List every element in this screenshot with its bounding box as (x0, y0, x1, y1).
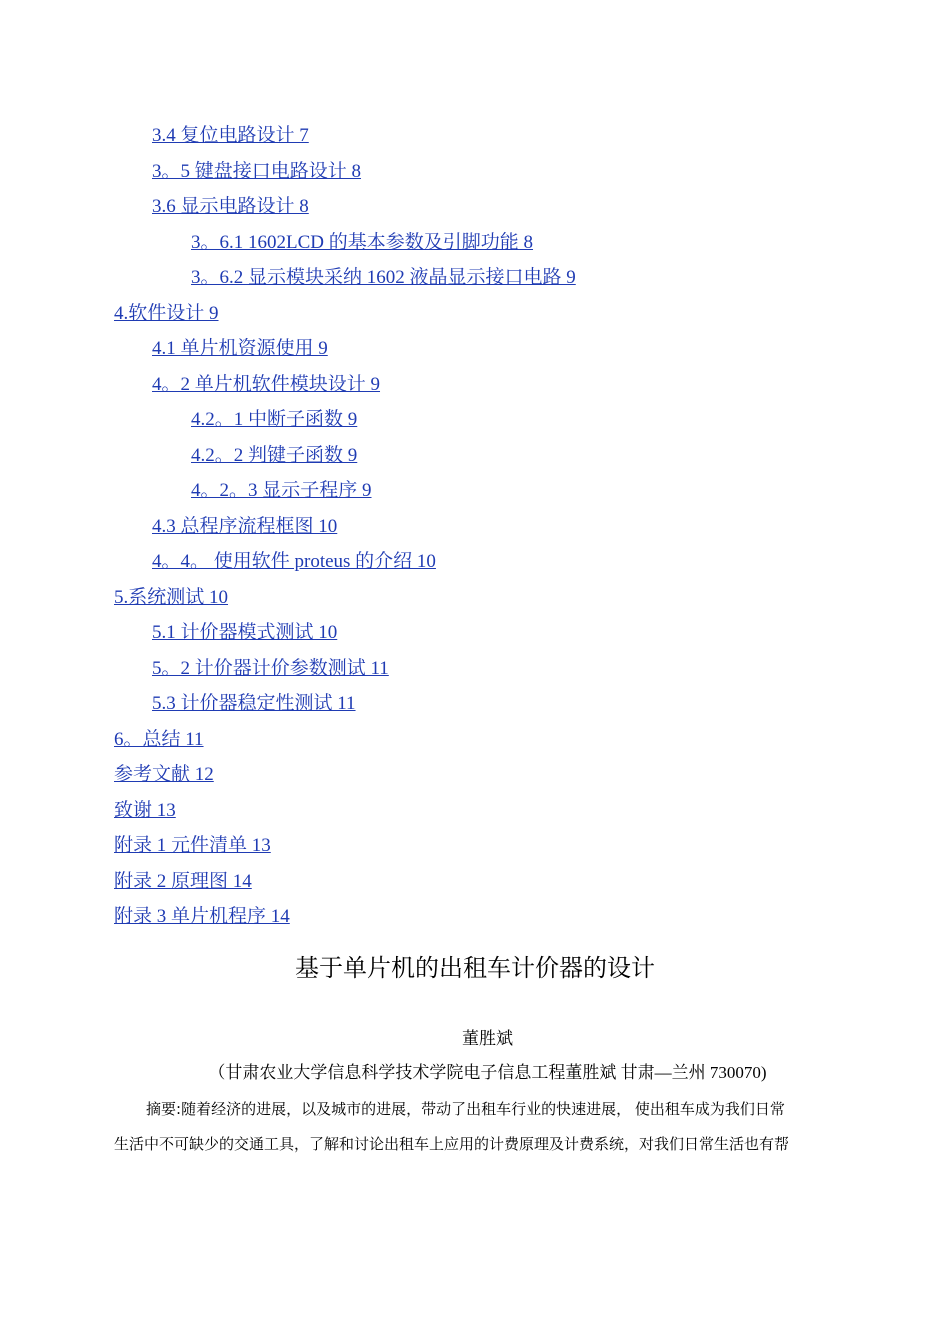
abstract-text-1: 随着经济的进展，以及城市的进展，带动了出租车行业的快速进展， 使出租车成为我们日常 (181, 1102, 785, 1118)
toc-entry[interactable]: 附录 2 原理图 14 (114, 870, 252, 892)
toc-entry[interactable]: 4.软件设计 9 (114, 302, 219, 324)
toc-entry[interactable]: 6。总结 11 (114, 728, 204, 750)
abstract-label: 摘要: (146, 1100, 182, 1118)
toc-entry[interactable]: 3.6 显示电路设计 8 (152, 196, 309, 217)
toc-entry[interactable]: 5.1 计价器模式测试 10 (152, 622, 338, 643)
toc-entry[interactable]: 4.3 总程序流程框图 10 (152, 515, 338, 537)
toc-entry[interactable]: 附录 1 元件清单 13 (114, 835, 271, 856)
toc-entry[interactable]: 4.2。2 判键子函数 9 (191, 444, 358, 466)
toc-entry[interactable]: 4。2。3 显示子程序 9 (191, 480, 372, 501)
abstract-line-2: 生活中不可缺少的交通工具，了解和讨论出租车上应用的计费原理及计费系统，对我们日常生活也有帮 (114, 1137, 790, 1153)
toc-entry[interactable]: 致谢 13 (114, 799, 176, 821)
toc-entry[interactable]: 5。2 计价器计价参数测试 11 (152, 657, 389, 679)
abstract-line-1 (114, 1098, 856, 1121)
toc-entry[interactable]: 3。6.1 1602LCD 的基本参数及引脚功能 8 (191, 231, 534, 253)
toc-entry[interactable]: 3.4 复位电路设计 7 (152, 125, 309, 146)
toc-entry[interactable]: 4。4。 使用软件 proteus 的介绍 10 (152, 551, 436, 572)
toc-entry[interactable]: 4.2。1 中断子函数 9 (191, 409, 358, 430)
toc-entry[interactable]: 附录 3 单片机程序 14 (114, 906, 290, 927)
toc-entry[interactable]: 3。6.2 显示模块采纳 1602 液晶显示接口电路 9 (191, 267, 576, 288)
toc-entry[interactable]: 4。2 单片机软件模块设计 9 (152, 373, 381, 395)
paper-title: 基于单片机的出租车计价器的设计 (295, 954, 655, 982)
toc-entry[interactable]: 3。5 键盘接口电路设计 8 (152, 160, 362, 182)
toc-entry[interactable]: 5.3 计价器稳定性测试 11 (152, 693, 356, 714)
author-affiliation: （甘肃农业大学信息科学技术学院电子信息工程董胜斌 甘肃—兰州 730070) (208, 1063, 767, 1082)
author-name: 董胜斌 (462, 1029, 513, 1048)
toc-entry[interactable]: 参考文献 12 (114, 764, 214, 785)
toc-entry[interactable]: 4.1 单片机资源使用 9 (152, 338, 328, 359)
toc-entry[interactable]: 5.系统测试 10 (114, 586, 229, 608)
